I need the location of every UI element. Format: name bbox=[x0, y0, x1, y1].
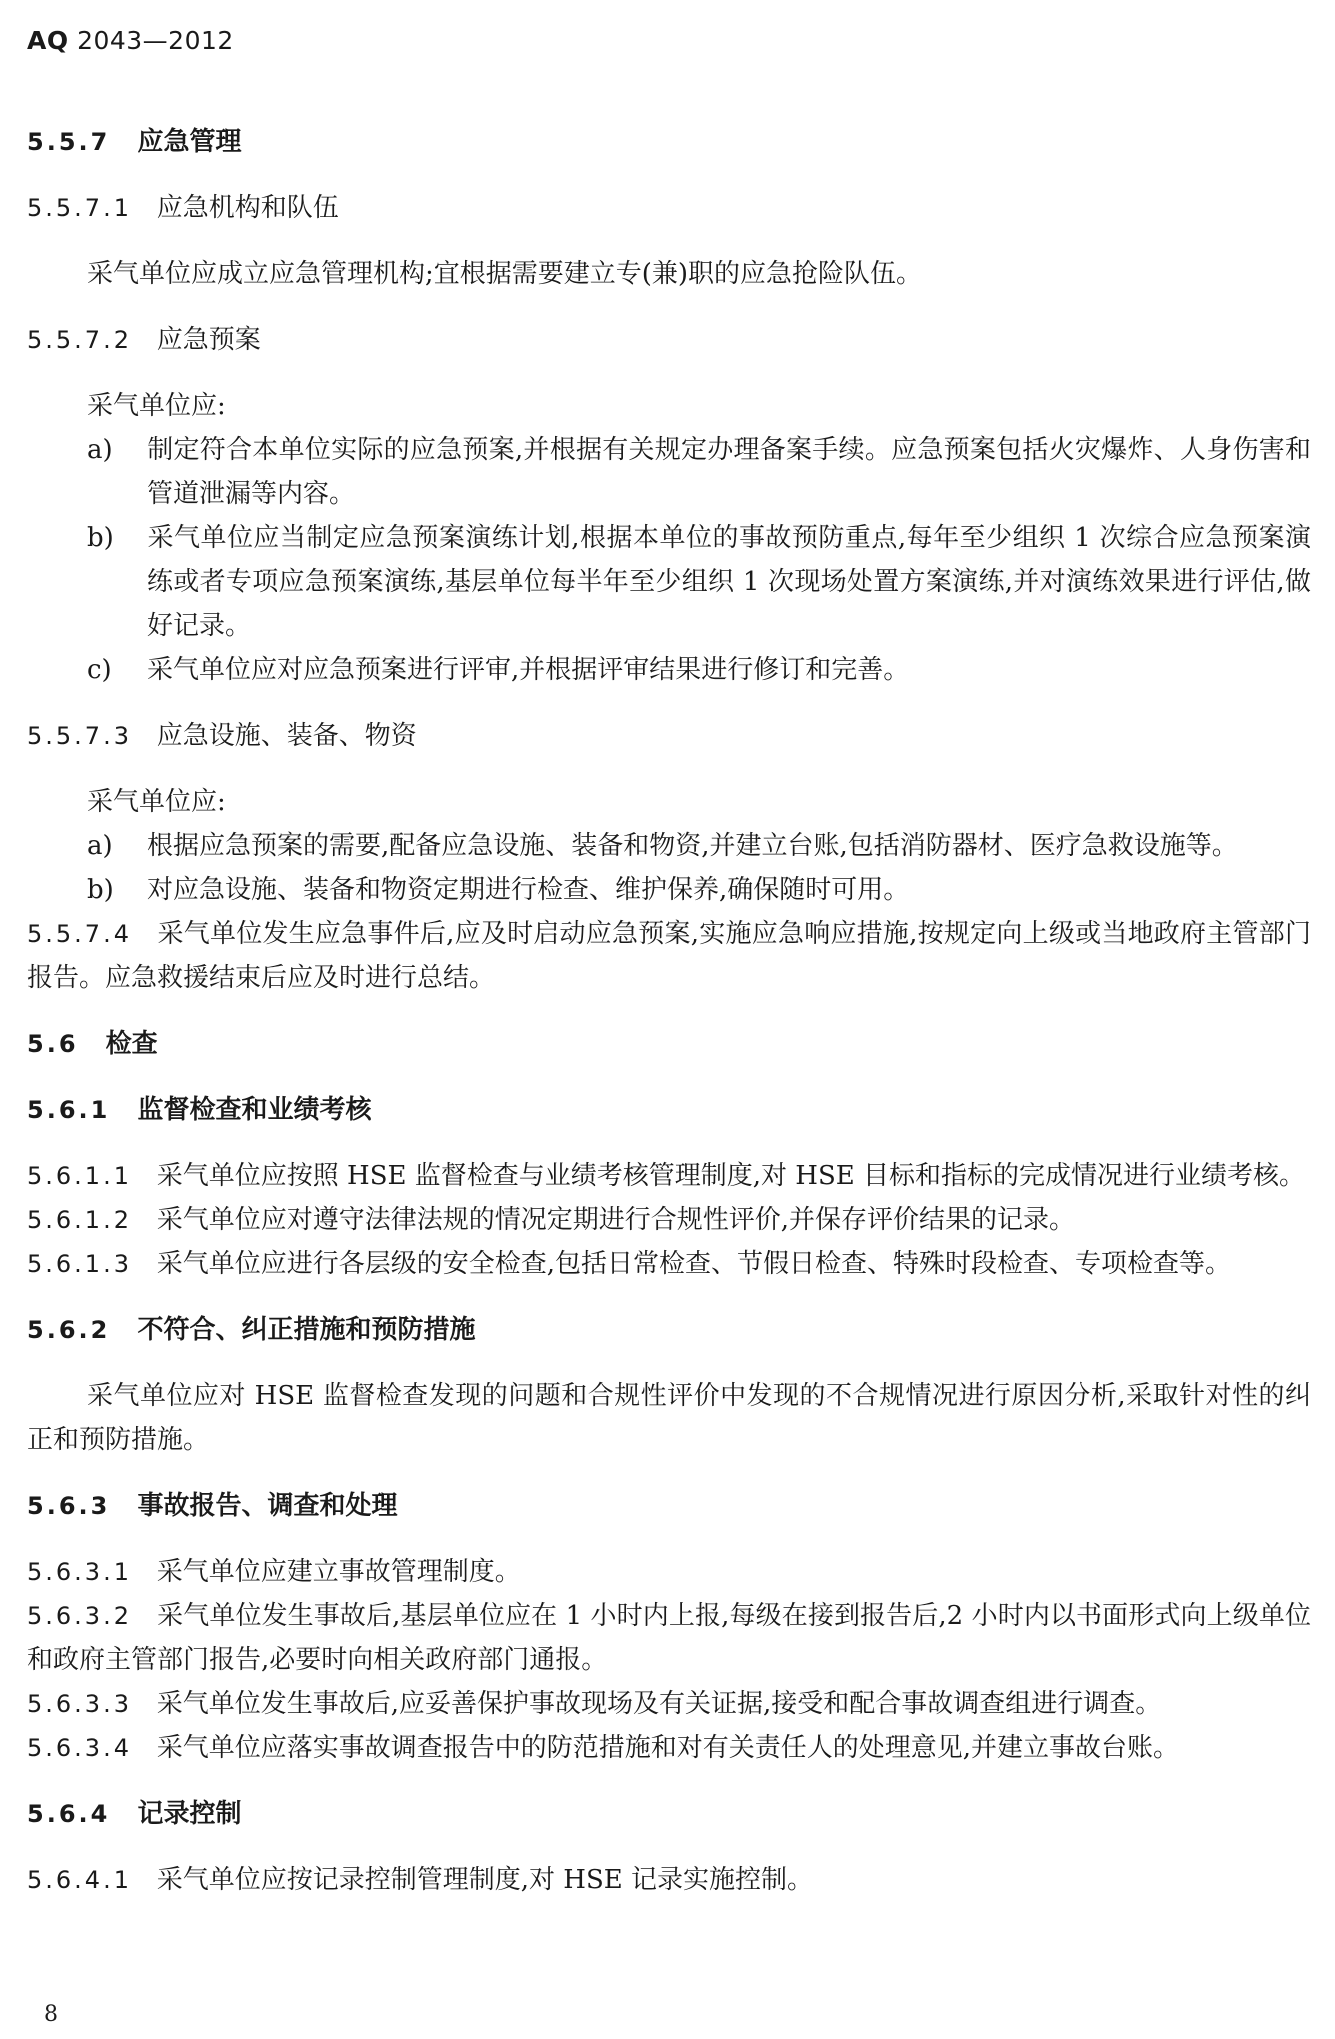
section-title: 事故报告、调查和处理 bbox=[137, 1491, 398, 1521]
lead-5-5-7-3: 采气单位应: bbox=[87, 787, 226, 817]
section-number: 5.6 bbox=[27, 1030, 79, 1058]
clause-text: 采气单位发生事故后,基层单位应在 1 小时内上报,每级在接到报告后,2 小时内以书面形式向上级单位和政府主管部门报告,必要时向相关政府部门通报。 bbox=[27, 1601, 1311, 1675]
section-number: 5.5.7.3 bbox=[27, 722, 132, 750]
section-number: 5.6.3.4 bbox=[27, 1734, 132, 1762]
section-title: 应急机构和队伍 bbox=[156, 193, 339, 223]
section-title: 应急设施、装备、物资 bbox=[156, 721, 417, 751]
section-number: 5.5.7.4 bbox=[27, 920, 132, 948]
list-item bbox=[27, 648, 1311, 692]
list-text: 对应急设施、装备和物资定期进行检查、维护保养,确保随时可用。 bbox=[147, 875, 910, 905]
section-number: 5.6.3.1 bbox=[27, 1558, 132, 1586]
spacer bbox=[27, 1286, 1311, 1308]
section-number: 5.6.1.1 bbox=[27, 1162, 132, 1190]
section-heading-5-6-4 bbox=[27, 1792, 1311, 1836]
list-marker: c) bbox=[87, 655, 112, 685]
list-item bbox=[27, 824, 1311, 868]
section-heading-5-5-7-3 bbox=[27, 714, 1311, 758]
clause-5-6-3-4 bbox=[27, 1726, 1311, 1770]
clause-text: 采气单位发生应急事件后,应及时启动应急预案,实施应急响应措施,按规定向上级或当地政府主管部门报告。应急救援结束后应及时进行总结。 bbox=[27, 919, 1312, 993]
clause-5-6-3-2 bbox=[27, 1594, 1311, 1682]
section-number: 5.6.1.2 bbox=[27, 1206, 132, 1234]
clause-text: 采气单位应进行各层级的安全检查,包括日常检查、节假日检查、特殊时段检查、专项检查等。 bbox=[156, 1249, 1232, 1279]
section-number: 5.6.3.3 bbox=[27, 1690, 132, 1718]
section-title: 不符合、纠正措施和预防措施 bbox=[137, 1315, 476, 1345]
clause-text: 采气单位应按记录控制管理制度,对 HSE 记录实施控制。 bbox=[156, 1865, 814, 1895]
paragraph-5-5-7-1: 采气单位应成立应急管理机构;宜根据需要建立专(兼)职的应急抢险队伍。 bbox=[87, 259, 923, 289]
section-title: 应急预案 bbox=[156, 325, 261, 355]
clause-5-6-1-2 bbox=[27, 1198, 1311, 1242]
list-marker: b) bbox=[87, 523, 114, 553]
list-marker: b) bbox=[87, 875, 114, 905]
list-marker: a) bbox=[87, 831, 113, 861]
section-heading-5-6-2 bbox=[27, 1308, 1311, 1352]
section-number: 5.6.3.2 bbox=[27, 1602, 132, 1630]
clause-5-6-3-3 bbox=[27, 1682, 1311, 1726]
spacer bbox=[27, 692, 1311, 714]
standard-header bbox=[27, 26, 234, 55]
clause-text: 采气单位应按照 HSE 监督检查与业绩考核管理制度,对 HSE 目标和指标的完成情况进行业绩考核。 bbox=[156, 1161, 1306, 1191]
list-item bbox=[27, 516, 1311, 648]
section-heading-5-6-1 bbox=[27, 1088, 1311, 1132]
section-title: 检查 bbox=[105, 1029, 158, 1059]
section-title: 记录控制 bbox=[137, 1799, 242, 1829]
section-number: 5.6.4 bbox=[27, 1800, 111, 1828]
section-heading-5-6-3 bbox=[27, 1484, 1311, 1528]
section-number: 5.5.7.1 bbox=[27, 194, 132, 222]
section-number: 5.6.1 bbox=[27, 1096, 111, 1124]
list-text: 制定符合本单位实际的应急预案,并根据有关规定办理备案手续。应急预案包括火灾爆炸、人身伤害和管道泄漏等内容。 bbox=[147, 435, 1311, 509]
section-number: 5.6.1.3 bbox=[27, 1250, 132, 1278]
clause-text: 采气单位发生事故后,应妥善保护事故现场及有关证据,接受和配合事故调查组进行调查。 bbox=[156, 1689, 1162, 1719]
list-item bbox=[27, 868, 1311, 912]
clause-5-5-7-4 bbox=[27, 912, 1311, 1000]
list-text: 根据应急预案的需要,配备应急设施、装备和物资,并建立台账,包括消防器材、医疗急救设施等。 bbox=[147, 831, 1238, 861]
section-heading-5-6 bbox=[27, 1022, 1311, 1066]
list-marker: a) bbox=[87, 435, 113, 465]
standard-code-prefix: AQ bbox=[27, 26, 69, 55]
clause-text: 采气单位应落实事故调查报告中的防范措施和对有关责任人的处理意见,并建立事故台账。 bbox=[156, 1733, 1180, 1763]
standard-code-number: 2043—2012 bbox=[77, 26, 234, 55]
document-body bbox=[27, 120, 1311, 1902]
clause-text: 采气单位应建立事故管理制度。 bbox=[156, 1557, 521, 1587]
section-title: 应急管理 bbox=[137, 127, 242, 157]
section-heading-5-5-7 bbox=[27, 120, 1311, 164]
section-number: 5.5.7 bbox=[27, 128, 111, 156]
list-text: 采气单位应对应急预案进行评审,并根据评审结果进行修订和完善。 bbox=[147, 655, 910, 685]
section-number: 5.6.2 bbox=[27, 1316, 111, 1344]
page-number: 8 bbox=[44, 2002, 58, 2027]
section-heading-5-5-7-1 bbox=[27, 186, 1311, 230]
section-number: 5.6.3 bbox=[27, 1492, 111, 1520]
section-number: 5.6.4.1 bbox=[27, 1866, 132, 1894]
list-item bbox=[27, 428, 1311, 516]
list-text: 采气单位应当制定应急预案演练计划,根据本单位的事故预防重点,每年至少组织 1 次综合应急预案演练或者专项应急预案演练,基层单位每半年至少组织 1 次现场处置方案演练,并对演练效果进行评估,做好记录。 bbox=[147, 523, 1311, 641]
spacer bbox=[27, 1770, 1311, 1792]
section-heading-5-5-7-2 bbox=[27, 318, 1311, 362]
lead-5-5-7-2: 采气单位应: bbox=[87, 391, 226, 421]
clause-5-6-1-3 bbox=[27, 1242, 1311, 1286]
section-title: 监督检查和业绩考核 bbox=[137, 1095, 372, 1125]
clause-5-6-1-1 bbox=[27, 1154, 1311, 1198]
section-number: 5.5.7.2 bbox=[27, 326, 132, 354]
paragraph-5-6-2: 采气单位应对 HSE 监督检查发现的问题和合规性评价中发现的不合规情况进行原因分析,采取针对性的纠正和预防措施。 bbox=[27, 1381, 1311, 1455]
clause-5-6-4-1 bbox=[27, 1858, 1311, 1902]
clause-5-6-3-1 bbox=[27, 1550, 1311, 1594]
clause-text: 采气单位应对遵守法律法规的情况定期进行合规性评价,并保存评价结果的记录。 bbox=[156, 1205, 1076, 1235]
spacer bbox=[27, 1000, 1311, 1022]
